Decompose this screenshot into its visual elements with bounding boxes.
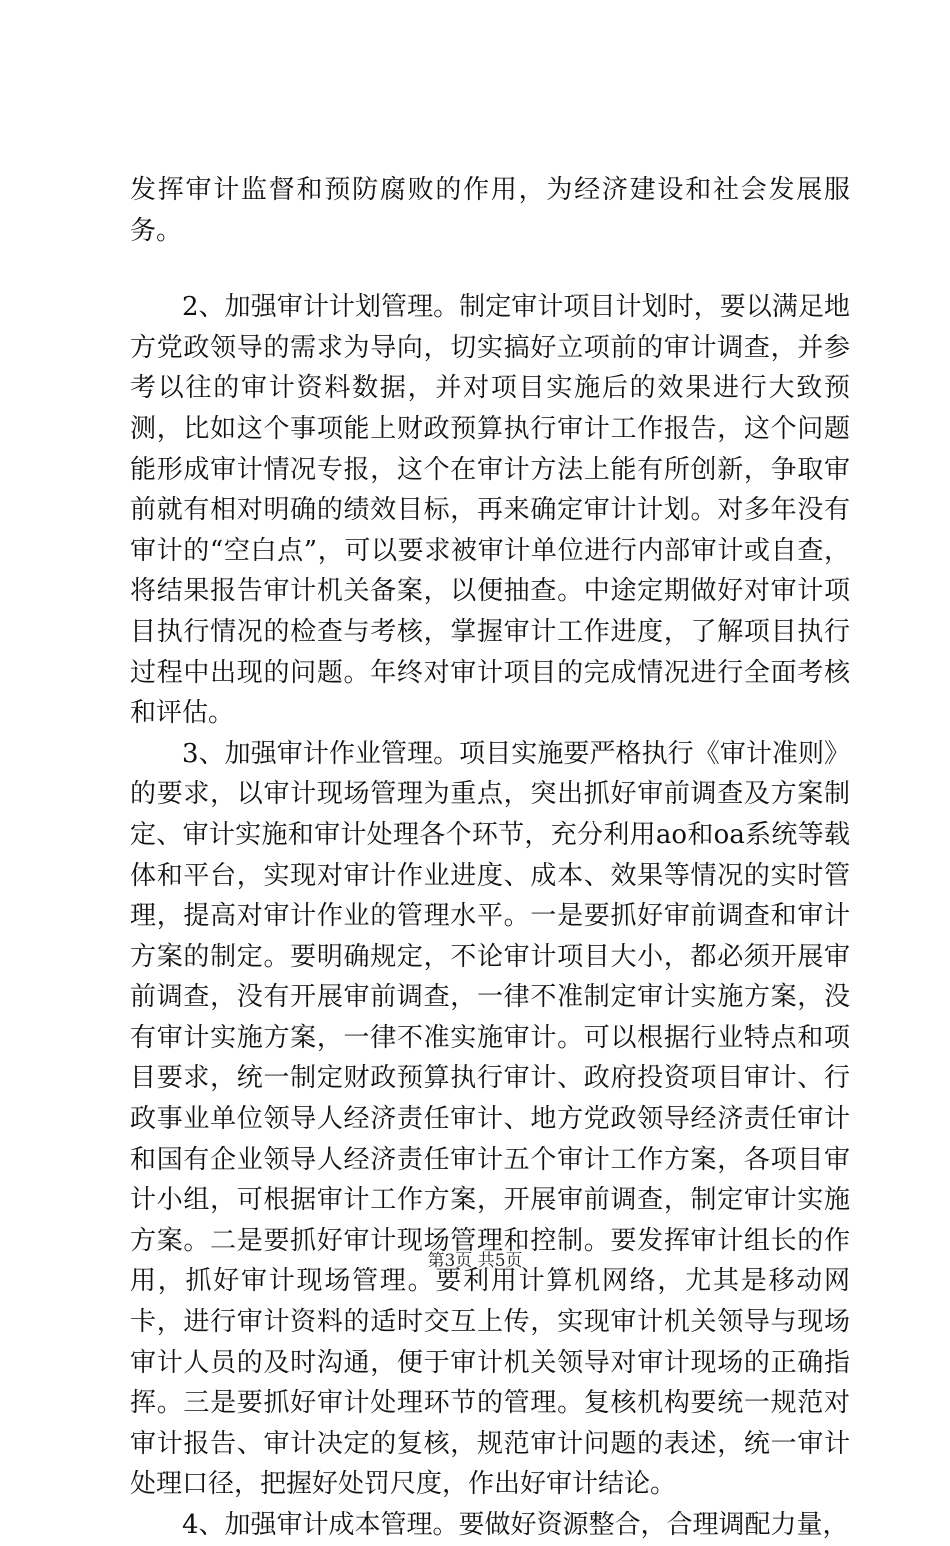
- paragraph-audit-plan-management: 2、加强审计计划管理。制定审计项目计划时，要以满足地方党政领导的需求为导向，切实搞好立项前的审计调查，并参考以往的审计资料数据，并对项目实施后的效果进行大致预测，比如这个事项能上财政预算执行审计工作报告，这个问题能形成审计情况专报，这个在审计方法上能有所创新，争取审前就有相对明确的绩效目标，再来确定审计计划。对多年没有审计的“空白点”，可以要求被审计单位进行内部审计或自查，将结果报告审计机关备案，以便抽查。中途定期做好对审计项目执行情况的检查与考核，掌握审计工作进度，了解项目执行过程中出现的问题。年终对审计项目的完成情况进行全面考核和评估。: [130, 292, 850, 729]
- paragraph-audit-operation-management: 3、加强审计作业管理。项目实施要严格执行《审计准则》的要求，以审计现场管理为重点，突出抓好审前调查及方案制定、审计实施和审计处理各个环节，充分利用ao和oa系统等载体和平台，实现对审计作业进度、成本、效果等情况的实时管理，提高对审计作业的管理水平。一是要抓好审前调查和审计方案的制定。要明确规定，不论审计项目大小，都必须开展审前调查，没有开展审前调查，一律不准制定审计实施方案，没有审计实施方案，一律不准实施审计。可以根据行业特点和项目要求，统一制定财政预算执行审计、政府投资项目审计、行政事业单位领导人经济责任审计、地方党政领导经济责任审计和国有企业领导人经济责任审计五个审计工作方案，各项目审计小组，可根据审计工作方案，开展审前调查，制定审计实施方案。二是要抓好审计现场管理和控制。要发挥审计组长的作用，抓好审计现场管理。要利用计算机网络，尤其是移动网卡，进行审计资料的适时交互上传，实现审计机关领导与现场审计人员的及时沟通，便于审计机关领导对审计现场的正确指挥。三是要抓好审计处理环节的管理。复核机构要统一规范对审计报告、审计决定的复核，规范审计问题的表述，统一审计处理口径，把握好处罚尺度，作出好审计结论。: [130, 738, 850, 1500]
- page-number-footer: 第3页 共5页: [427, 1251, 523, 1271]
- document-body: [130, 170, 850, 1546]
- paragraph-audit-cost-management: 4、加强审计成本管理。要做好资源整合，合理调配力量，: [182, 1510, 849, 1540]
- paragraph-continuation: 发挥审计监督和预防腐败的作用，为经济建设和社会发展服务。: [130, 175, 850, 246]
